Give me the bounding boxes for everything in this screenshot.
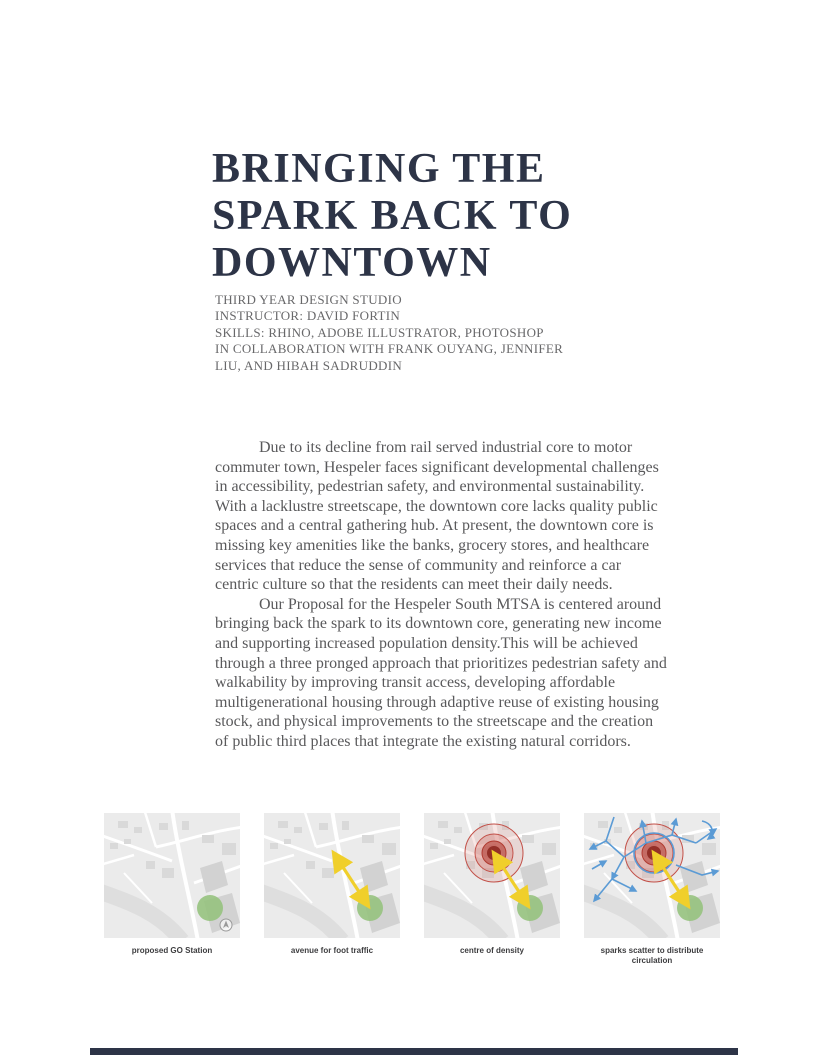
footer-rule [90, 1048, 738, 1055]
density-bullseye [465, 824, 523, 882]
map-thumbnail-foot-traffic [264, 813, 400, 938]
figure-density [424, 813, 560, 966]
map-thumbnail-go-station [104, 813, 240, 938]
diagram-strip [104, 813, 720, 966]
body-paragraph-1: Due to its decline from rail served industrial core to motor commuter town, Hespeler faces significant developmental challenges in accessibility, pedestrian safety, and environmental sustainability. With a lacklustre streetscape, the downtown core lacks quality public spaces and a central gathering hub. At present, the downtown core is missing key amenities like the banks, grocery stores, and healthcare services that reduce the sense of community and reinforce a car centric culture so that the residents can meet their daily needs. [215, 439, 659, 594]
meta-line-skills: SKILLS: RHINO, ADOBE ILLUSTRATOR, PHOTOSHOP [215, 324, 544, 340]
figure-foot-traffic [264, 813, 400, 966]
body-paragraph-2: Our Proposal for the Hespeler South MTSA is centered around bringing back the spark to its downtown core, generating new income and supporting increased population density.This will be achieved through a three pronged approach that prioritizes pedestrian safety and walkability by improving transit access, developing affordable multigenerational housing through adaptive reuse of existing housing stock, and physical improvements to the streetscape and the creation of public third places that integrate the existing natural corridors. [215, 595, 667, 750]
map-thumbnail-density [424, 813, 560, 938]
go-station-site-marker [357, 895, 383, 921]
title-line-2: SPARK BACK TO [212, 193, 573, 239]
page-title [212, 146, 572, 287]
figure-caption: sparks scatter to distribute circulation [600, 946, 704, 965]
basemap [264, 813, 400, 938]
meta-line-studio: THIRD YEAR DESIGN STUDIO [215, 292, 402, 307]
figure-caption: avenue for foot traffic [290, 946, 374, 955]
meta-line-collaboration-2: LIU, AND HIBAH SADRUDDIN [215, 357, 403, 373]
go-station-site-marker [517, 895, 543, 921]
go-station-site-marker [197, 895, 223, 921]
north-compass-icon [220, 919, 232, 931]
go-station-site-marker [677, 895, 703, 921]
basemap [104, 813, 240, 938]
title-line-1: BRINGING THE [212, 146, 546, 192]
figure-go-station [104, 813, 240, 966]
meta-line-collaboration-1: IN COLLABORATION WITH FRANK OUYANG, JENNIFER [215, 341, 564, 357]
map-thumbnail-circulation [584, 813, 720, 938]
figure-caption: proposed GO Station [131, 946, 213, 955]
title-line-3: DOWNTOWN [212, 240, 492, 286]
figure-caption: centre of density [459, 946, 524, 955]
body-text [215, 438, 667, 752]
figure-circulation [584, 813, 720, 966]
project-meta [215, 292, 563, 374]
meta-line-instructor: INSTRUCTOR: DAVID FORTIN [215, 308, 401, 324]
